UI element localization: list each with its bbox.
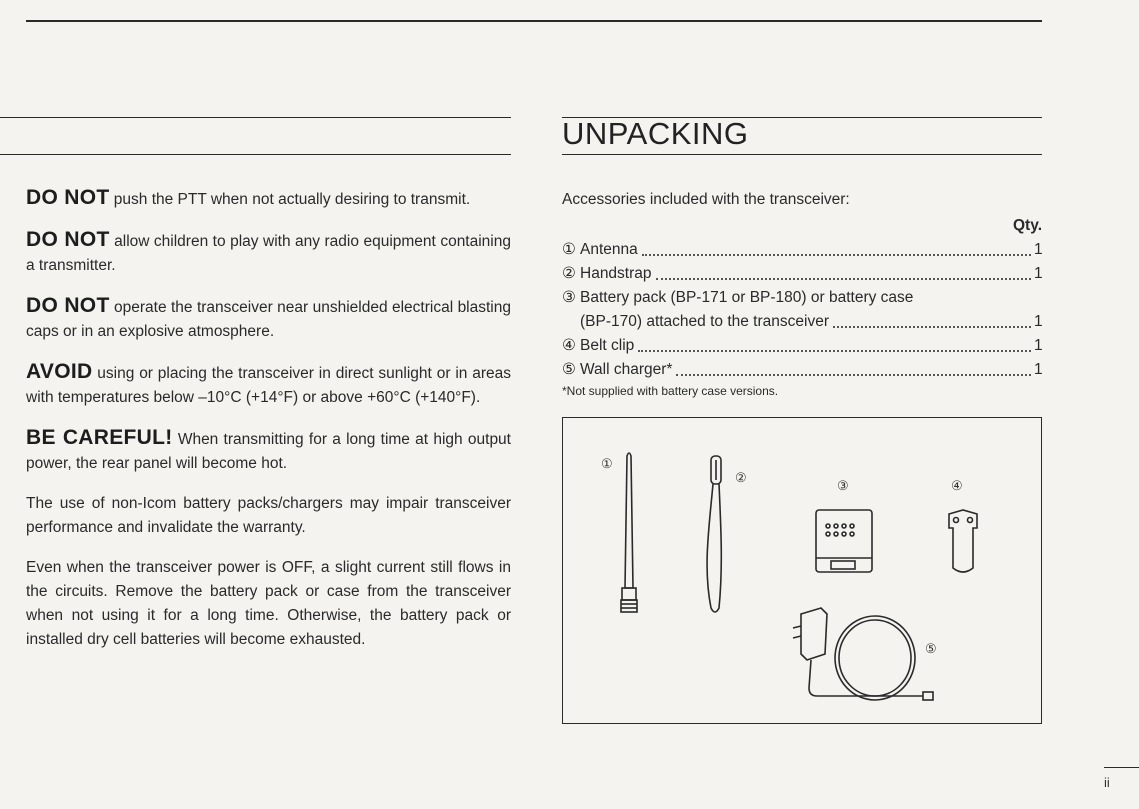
item-number: ③ bbox=[562, 289, 576, 306]
item-qty: 1 bbox=[1034, 361, 1043, 378]
item-label: Antenna bbox=[580, 241, 638, 258]
figure-label-beltclip: ④ bbox=[951, 478, 963, 493]
figure-label-charger: ⑤ bbox=[925, 641, 937, 656]
leader-dots bbox=[676, 374, 1031, 376]
warning-keyword: BE CAREFUL! bbox=[26, 426, 173, 449]
warning-text: operate the transceiver near unshielded electrical blasting caps or in an explosive atmosphere. bbox=[26, 299, 511, 340]
leader-dots bbox=[833, 326, 1031, 328]
list-item-continuation bbox=[562, 310, 1042, 334]
warning-text: When transmitting for a long time at high output power, the rear panel will become hot. bbox=[26, 431, 511, 472]
warning-keyword: DO NOT bbox=[26, 186, 110, 209]
wall-charger-icon bbox=[793, 608, 933, 700]
right-header-rule-lower bbox=[562, 154, 1042, 155]
list-item bbox=[562, 334, 1042, 358]
leader-dots bbox=[642, 254, 1031, 256]
belt-clip-icon bbox=[949, 510, 977, 572]
warning-5 bbox=[26, 426, 511, 476]
figure-label-antenna: ① bbox=[601, 456, 613, 471]
warning-1 bbox=[26, 186, 511, 212]
left-header-rule-lower bbox=[0, 154, 511, 155]
warning-keyword: AVOID bbox=[26, 360, 93, 383]
item-label: Battery pack (BP-171 or BP-180) or battery case bbox=[580, 289, 914, 306]
list-item bbox=[562, 286, 1042, 310]
page-number-rule bbox=[1104, 767, 1139, 768]
warning-text: using or placing the transceiver in direct sunlight or in areas with temperatures below –10°C (+14°F) or above +60°C (+140°F). bbox=[26, 365, 511, 406]
accessory-list bbox=[562, 188, 1042, 400]
item-qty: 1 bbox=[1034, 241, 1043, 258]
item-number: ② bbox=[562, 265, 576, 282]
figure-label-battery: ③ bbox=[837, 478, 849, 493]
item-qty: 1 bbox=[1034, 337, 1043, 354]
footnote: *Not supplied with battery case versions. bbox=[562, 384, 779, 398]
item-qty: 1 bbox=[1034, 265, 1043, 282]
accessory-intro: Accessories included with the transceiver: bbox=[562, 191, 850, 208]
item-label-line2: (BP-170) attached to the transceiver bbox=[580, 313, 829, 330]
warning-3 bbox=[26, 294, 511, 344]
warning-4 bbox=[26, 360, 511, 410]
warning-keyword: DO NOT bbox=[26, 294, 110, 317]
item-qty: 1 bbox=[1034, 313, 1043, 330]
item-label: Handstrap bbox=[580, 265, 652, 282]
warning-text: allow children to play with any radio equipment containing a transmitter. bbox=[26, 233, 511, 274]
item-number: ⑤ bbox=[562, 361, 576, 378]
page-number: ii bbox=[1104, 775, 1110, 790]
list-item bbox=[562, 262, 1042, 286]
list-item bbox=[562, 238, 1042, 262]
item-number: ① bbox=[562, 241, 576, 258]
item-label: Belt clip bbox=[580, 337, 635, 354]
figure-label-handstrap: ② bbox=[735, 470, 747, 485]
accessories-figure bbox=[562, 417, 1042, 724]
precautions-column bbox=[26, 186, 511, 668]
handstrap-icon bbox=[707, 456, 721, 612]
item-label: Wall charger* bbox=[580, 361, 673, 378]
leader-dots bbox=[656, 278, 1031, 280]
section-title: UNPACKING bbox=[562, 116, 749, 151]
paragraph-power-off: Even when the transceiver power is OFF, a slight current still flows in the circuits. Remove the battery pack or case from the transceiver when not using it for a long time. Otherwise, the battery pack or installed dry cell batteries will become exhausted. bbox=[26, 559, 511, 648]
warning-keyword: DO NOT bbox=[26, 228, 110, 251]
left-header-rule-upper bbox=[0, 117, 511, 118]
paragraph-battery-warranty: The use of non-Icom battery packs/chargers may impair transceiver performance and invalidate the warranty. bbox=[26, 495, 511, 536]
antenna-icon bbox=[621, 453, 637, 612]
leader-dots bbox=[638, 350, 1031, 352]
warning-2 bbox=[26, 228, 511, 278]
top-rule bbox=[26, 20, 1042, 22]
qty-header: Qty. bbox=[1013, 217, 1042, 234]
battery-pack-icon bbox=[816, 510, 872, 572]
item-number: ④ bbox=[562, 337, 576, 354]
list-item bbox=[562, 358, 1042, 382]
warning-text: push the PTT when not actually desiring to transmit. bbox=[113, 191, 471, 208]
